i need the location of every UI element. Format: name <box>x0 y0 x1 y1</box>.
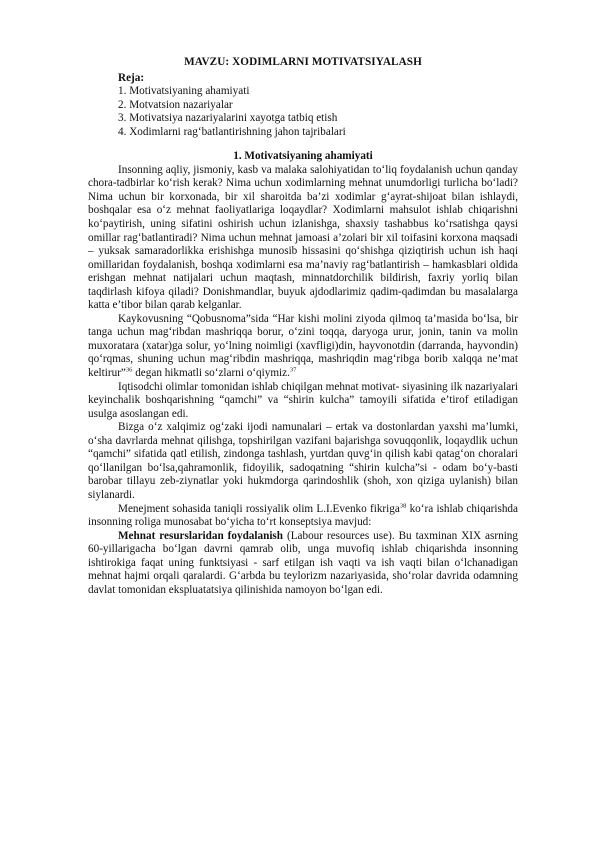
paragraph-6-bold-term: Mehnat resurslaridan foydalanish <box>118 529 283 542</box>
document-page <box>88 56 518 597</box>
plan-block <box>118 72 518 140</box>
plan-item: 2. Motvatsion nazariyalar <box>118 98 233 111</box>
plan-item: 4. Xodimlarni rag‘batlantirishning jahon tajribalari <box>118 125 346 138</box>
paragraph-2-text: Kaykovusning “Qobusnoma”sida “Har kishi molini ziyoda qilmoq ta’masida bo‘lsa, bir tanga uchun mag‘ribdan mashriqqa borur, o‘zini toqqa, daryoga urur, jonin, tanin va molin muxoratara (xatar)ga solur, yo‘lning noimligi (xavfligi)din, hayvonotdin (darranda, hayvondin) qo‘rqmas, shuning uchun mag‘ribdin mashriqqa, mashriqdin mag‘ribga borib xalqqa ne’mat keltirur” <box>88 312 518 380</box>
paragraph-2 <box>88 313 518 381</box>
paragraph-2-tail: degan hikmatli so‘zlarni o‘qiymiz. <box>132 367 290 380</box>
section-title: 1. Motivatsiyaning ahamiyati <box>233 150 373 163</box>
plan-item: 1. Motivatsiyaning ahamiyati <box>118 85 250 98</box>
paragraph-6 <box>88 530 518 598</box>
paragraph-5-tail: ko‘ra ishlab chiqarishda insonning roliga munosabat bo‘yicha to‘rt konseptsiya mavjud: <box>88 502 518 529</box>
paragraph-1: Insonning aqliy, jismoniy, kasb va malaka salohiyatidan to‘liq foydalanish uchun qanday chora-tadbirlar ko‘rish kerak? Nima uchun xodimlarning mehnat unumdorligi turlicha bo‘ladi? Nima uchun bir korxonada, bir xil sharoitda ba’zi xodimlar g‘ayrat-shijoat bilan ishlaydi, boshqalar esa o‘z mehnat faoliyatlariga loqaydlar? Xodimlarni mahsulot ishlab chiqarishni ko‘paytirish, uning sifatini oshirish uchun izlanishga, shaxsiy tashabbus ko‘rsatishga qaysi omillar rag‘batlantiradi? Nima uchun mehnat jamoasi a’zolari bir xil toifasini korxona maqsadi – yuksak samaradorlikka erishishga munosib hissasini qo‘shishga qiziqtirish uchun ish haqi omillaridan foydalanish, boshqa xodimlarni esa ma’naviy rag‘batlantirish – hamkasblari oldida erishgan mehnat natijalari uchun maqtash, minnatdorchilik bildirish, faxriy yorliq bilan taqdirlash kifoya qiladi? Donishmandlar, buyuk ajdodlarimiz qadim-qadimdan bu masalalarga katta e’tibor bilan qarab kelganlar. <box>88 163 518 312</box>
paragraph-6-text: (Labour resources use). Bu taxminan XIX asrning 60-yillarigacha bo‘lgan davrni qamrab olib, unga muvofiq ishlab chiqarishda insonning ishtirokiga faqat uning funktsiyasi - sarf etilgan ish vaqti va ish vaqti bilan o‘lchanadigan mehnat hajmi orqali qaralardi. G‘arbda bu teylorizm nazariyasida, sho‘rolar davrida odamning davlat tomonidan ekspluatatsiya qilinishida namoyon bo‘lgan edi. <box>88 529 518 596</box>
plan-heading: Reja: <box>118 71 145 84</box>
document-title: MAVZU: XODIMLARNI MOTIVATSIYALASH <box>184 56 422 68</box>
footnote-ref-37: 37 <box>289 366 297 374</box>
footnote-ref-38: 38 <box>399 501 407 509</box>
paragraph-5 <box>88 503 518 530</box>
paragraph-5-text: Menejment sohasida taniqli rossiyalik olim L.I.Evenko fikriga <box>118 502 400 515</box>
paragraph-3: Iqtisodchi olimlar tomonidan ishlab chiqilgan mehnat motivat- siyasining ilk nazariyalari keyinchalik boshqarishning “qamchi” va “shirin kulcha” tamoyili sifatida e’tirof etiladigan usulga asoslangan edi. <box>88 380 518 420</box>
plan-item: 3. Motivatsiya nazariyalarini xayotga tatbiq etish <box>118 112 338 125</box>
paragraph-4: Bizga o‘z xalqimiz og‘zaki ijodi namunalari – ertak va dostonlardan yaxshi ma’lumki, o‘sha davrlarda mehnat qilishga, topshirilgan vazifani bajarishga sovuqqonlik, loqaydlik uchun “qamchi” sifatida qatl etilish, zindonga tashlash, yurtdan quvg‘in qilish kabi qatag‘on choralari qo‘llanilgan bo‘lsa,qahramonlik, fidoyilik, sadoqatning “shirin kulcha”si - odam bo‘y-basti barobar tillayu zeb-ziynatlar yoki hukmdorga qarindoshlik (shoh, xon qiziga uylanish) bilan siylanardi. <box>88 421 518 501</box>
footnote-ref-36: 36 <box>125 366 133 374</box>
